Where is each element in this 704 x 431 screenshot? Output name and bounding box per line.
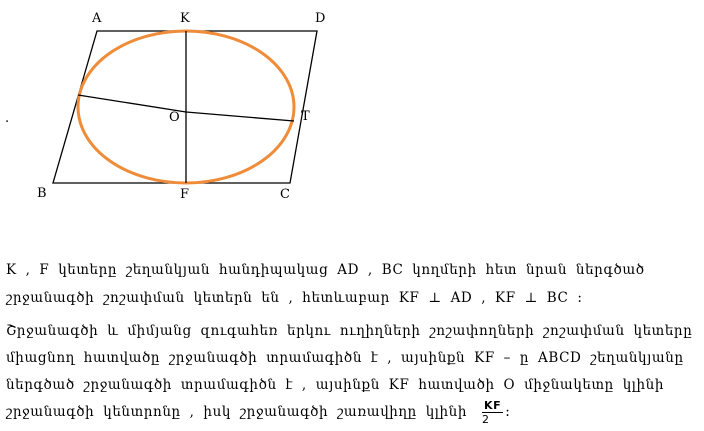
paragraph-tangency-points — [6, 256, 698, 312]
fraction-kf-over-2 — [482, 399, 503, 426]
label-d: D — [315, 11, 326, 26]
p2-line-2: միացնող հատվածը շրջանագծի տրամագիծն է , այսինքն KF – ը ABCD շեղանկյանը — [6, 350, 684, 366]
label-o: O — [169, 110, 180, 125]
label-t: T — [301, 109, 310, 124]
label-c: C — [280, 187, 290, 202]
label-f: F — [180, 187, 190, 202]
label-a: A — [92, 11, 102, 26]
stray-dot: . — [5, 111, 10, 126]
label-k: K — [180, 11, 190, 26]
p2-end-mark: : — [505, 404, 511, 420]
paragraph-diameter-radius — [6, 318, 698, 426]
p1-line-1: K , F կետերը շեղանկյան հանդիպակաց AD , BC կողմերի հետ նրան ներգծած — [6, 262, 645, 278]
segment-ot — [186, 112, 294, 121]
p2-line-4: շրջանագծի կենտրոնը , իսկ շրջանագծի շառավիղը կլինի — [6, 404, 468, 420]
p2-line-1: Շրջանագծի և միմյանց զուգահեռ երկու ուղիղների շոշափողների շոշափման կետերը — [6, 323, 693, 339]
fraction-numerator: KF — [483, 399, 502, 412]
rhombus-abcd — [53, 31, 317, 183]
p2-line-3: ներգծած շրջանագծի տրամագիծն է , այսինքն KF հատվածի O միջնակետը կլինի — [6, 377, 665, 393]
p1-line-2: շրջանագծի շոշափման կետերն են , հետևաբար KF ⊥ AD , KF ⊥ BC : — [6, 290, 583, 306]
fraction-denominator: 2 — [481, 413, 490, 426]
label-b: B — [37, 186, 47, 201]
